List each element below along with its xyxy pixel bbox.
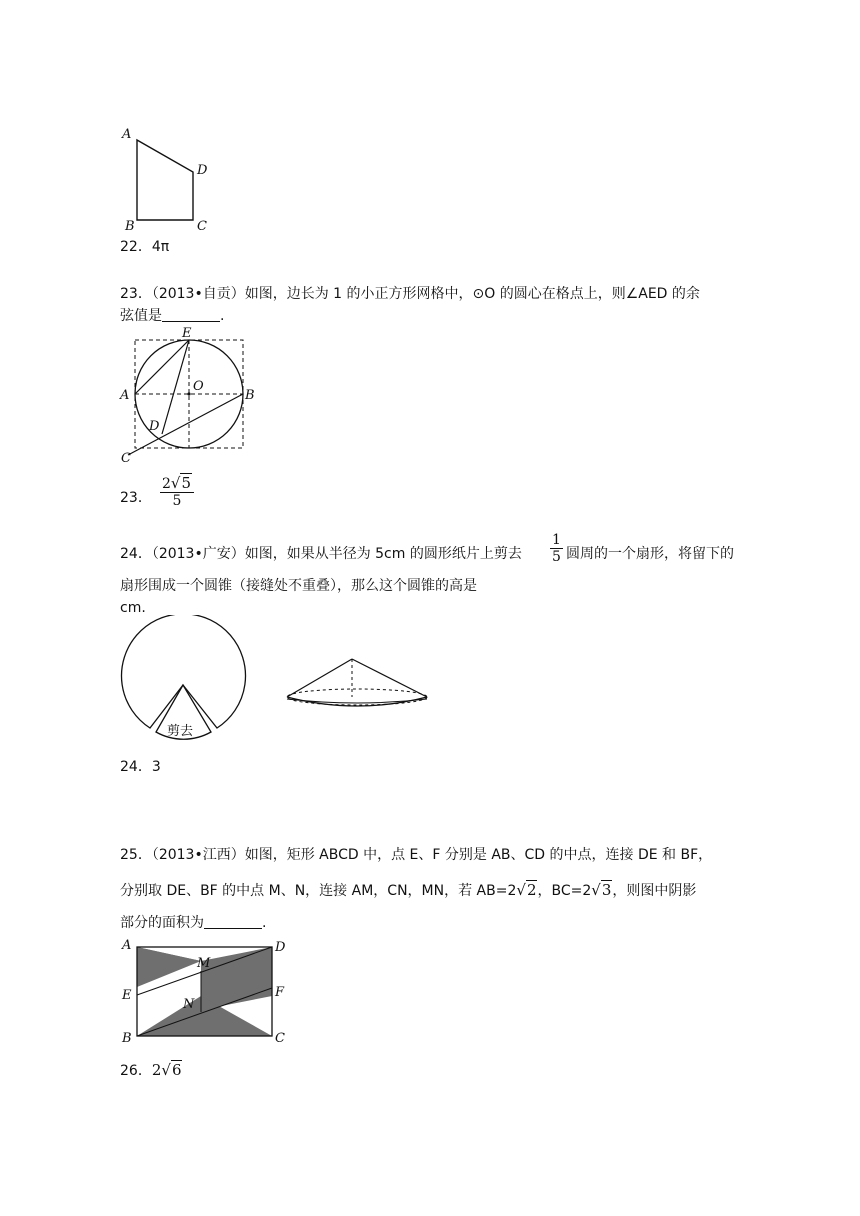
label-a: A xyxy=(122,938,132,953)
question-24-text-post: 圆周的一个扇形，将留下的 xyxy=(566,546,734,562)
answer-26-prefix: 26． xyxy=(120,1063,152,1079)
answer-23-coef: 2 xyxy=(162,476,171,492)
label-c: C xyxy=(275,1031,285,1046)
question-23-period: . xyxy=(220,308,225,324)
label-b: B xyxy=(245,388,255,403)
question-25-line2: 分别取 DE、BF 的中点 M、N，连接 AM，CN，MN，若 AB=2√2，BC=2√3，则图中阴影 xyxy=(120,881,697,899)
question-24-fraction xyxy=(550,532,563,565)
remaining-sector xyxy=(122,615,246,728)
answer-23-radicand: 5 xyxy=(181,474,192,492)
figure-23-circle xyxy=(118,322,263,467)
cone-left-edge xyxy=(287,659,352,697)
answer-26-radicand: 6 xyxy=(171,1061,182,1079)
answer-22: 22．4π xyxy=(120,239,170,255)
label-b: B xyxy=(125,219,135,234)
answer-blank xyxy=(162,307,220,322)
label-a: A xyxy=(122,127,132,142)
label-c: C xyxy=(197,219,207,234)
label-o: O xyxy=(193,379,204,394)
label-d: D xyxy=(275,940,286,955)
question-25-text-c: ，则图中阴影 xyxy=(612,883,697,899)
question-25-text-d: 部分的面积为 xyxy=(120,915,204,931)
answer-26: 26．2√6 xyxy=(120,1061,182,1079)
question-23-line1: 23．（2013•自贡）如图，边长为 1 的小正方形网格中，⊙O 的圆心在格点上，则∠AED 的余 xyxy=(120,286,700,302)
question-25-text-b: ，BC=2 xyxy=(537,883,592,899)
fraction-den: 5 xyxy=(552,549,561,565)
answer-23-prefix: 23． xyxy=(120,490,152,506)
label-b: B xyxy=(122,1031,132,1046)
figure-22-trapezoid xyxy=(115,120,225,235)
question-24-line2: 扇形围成一个圆锥（接缝处不重叠），那么这个圆锥的高是 xyxy=(120,578,477,594)
label-d: D xyxy=(197,163,208,178)
bc-radicand: 3 xyxy=(601,881,612,899)
question-24-line3: cm. xyxy=(120,600,146,616)
question-25-line3 xyxy=(120,914,266,932)
figure-24-sector-cone xyxy=(115,615,445,750)
label-e: E xyxy=(182,326,192,341)
ab-radicand: 2 xyxy=(526,881,537,899)
cone-right-edge xyxy=(352,659,427,697)
question-24-text-pre: 24．（2013•广安）如图，如果从半径为 5cm 的圆形纸片上剪去 xyxy=(120,546,522,562)
label-f: F xyxy=(275,985,285,1000)
label-c: C xyxy=(121,451,131,466)
cut-label: 剪去 xyxy=(167,724,194,739)
answer-24: 24．3 xyxy=(120,759,161,775)
answer-blank xyxy=(204,914,262,929)
trapezoid-shape xyxy=(137,140,193,220)
question-25-line1: 25．（2013•江西）如图，矩形 ABCD 中，点 E、F 分别是 AB、CD 的中点，连接 DE 和 BF， xyxy=(120,847,713,863)
figure-25-rectangle xyxy=(115,933,295,1048)
answer-23-fraction: $\frac{2√5}{5}$ xyxy=(160,475,194,509)
fraction-num: 1 xyxy=(552,532,561,548)
question-25-text-a: 分别取 DE、BF 的中点 M、N，连接 AM，CN，MN，若 AB=2 xyxy=(120,883,517,899)
answer-26-coef: 2 xyxy=(151,1061,162,1079)
center-dot xyxy=(187,392,190,395)
label-e: E xyxy=(122,988,132,1003)
segment-cb xyxy=(128,394,243,455)
label-m: M xyxy=(197,956,211,971)
label-n: N xyxy=(183,997,195,1012)
question-23-text: 弦值是 xyxy=(120,308,162,324)
question-25-period: . xyxy=(262,915,267,931)
label-d: D xyxy=(149,419,160,434)
label-a: A xyxy=(120,388,130,403)
answer-23-den: 5 xyxy=(172,493,182,509)
